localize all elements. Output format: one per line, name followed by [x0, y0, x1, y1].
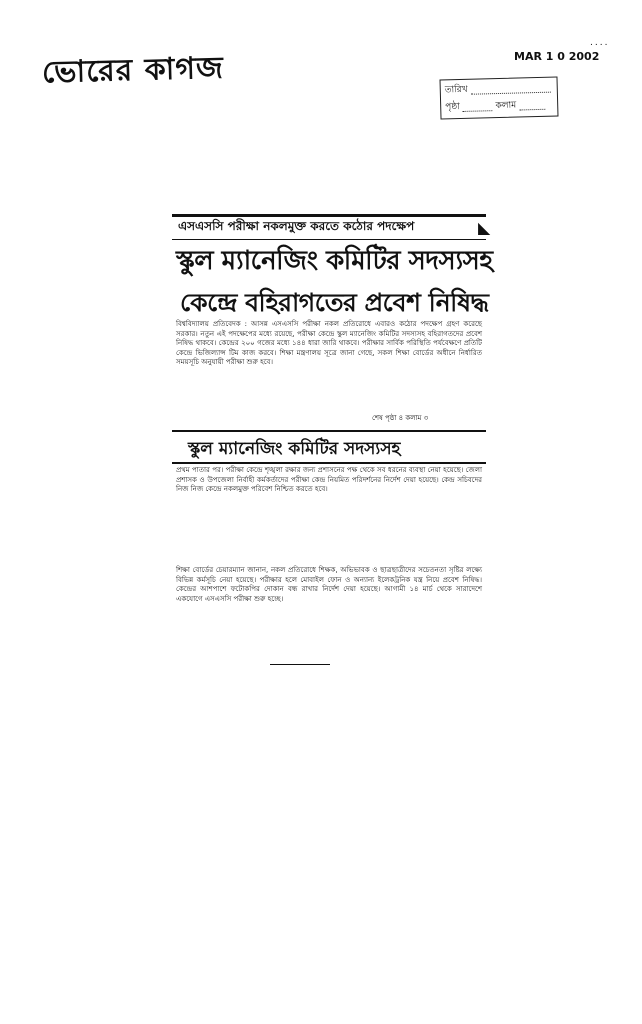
ref-page-label: পৃষ্ঠা	[445, 102, 460, 113]
article-kicker: এসএসসি পরীক্ষা নকলমুক্ত করতে কঠোর পদক্ষেপ	[178, 219, 415, 233]
stamp-dots: ....	[590, 38, 610, 48]
article-headline-line1: স্কুল ম্যানেজিং কমিটির সদস্যসহ	[176, 246, 493, 276]
ref-date-label: তারিখ	[444, 84, 468, 96]
newspaper-masthead: ভোরের কাগজ	[41, 50, 225, 91]
ref-page-row	[445, 97, 553, 117]
reference-box	[439, 76, 558, 119]
end-rule	[270, 664, 330, 665]
date-stamp: MAR 1 0 2002	[514, 50, 600, 63]
article-paragraph-2: প্রথম পাতার পর। পরীক্ষা কেন্দ্রে শৃঙ্খলা রক্ষার জন্য প্রশাসনের পক্ষ থেকে সব ধরনের ব্যবস্থা নেয়া হয়েছে। জেলা প্রশাসক ও উপজেলা নির্বাহী কর্মকর্তাদের পরীক্ষা কেন্দ্র নিয়মিত পরিদর্শনের নির্দেশ দেয়া হয়েছে। কেন্দ্র সচিবদের নিজ নিজ কেন্দ্রে নকলমুক্ত পরিবেশ নিশ্চিত করতে হবে।	[176, 466, 482, 493]
article-headline-line2: কেন্দ্রে বহিরাগতের প্রবেশ নিষিদ্ধ	[180, 288, 489, 317]
article-paragraph-1: বিশ্ববিদ্যালয় প্রতিবেদক : আসন্ন এসএসসি পরীক্ষা নকল প্রতিরোধে এবারও কঠোর পদক্ষেপ গ্রহণ করেছে সরকার। নতুন এই পদক্ষেপের মধ্যে রয়েছে, পরীক্ষা কেন্দ্রে স্কুল ম্যানেজিং কমিটির সদস্যসহ বহিরাগতদের প্রবেশ নিষিদ্ধ থাকবে। কেন্দ্রের ২০০ গজের মধ্যে ১৪৪ ধারা জারি থাকবে। পরীক্ষার সার্বিক পরিস্থিতি পর্যবেক্ষণে প্রতিটি কেন্দ্রে ভিজিল্যান্স টিম কাজ করবে। শিক্ষা মন্ত্রণালয় সূত্রে জানা গেছে, সকল শিক্ষা বোর্ডের অধীনে নির্ধারিত সময়সূচি অনুযায়ী পরীক্ষা শুরু হবে।	[176, 320, 482, 366]
article-paragraph-3: শিক্ষা বোর্ডের চেয়ারম্যান জানান, নকল প্রতিরোধে শিক্ষক, অভিভাবক ও ছাত্রছাত্রীদের সচেতনতা সৃষ্টির লক্ষ্যে বিভিন্ন কর্মসূচি নেয়া হয়েছে। পরীক্ষার হলে মোবাইল ফোন ও অন্যান্য ইলেকট্রনিক যন্ত্র নিয়ে প্রবেশ নিষিদ্ধ। কেন্দ্রের আশপাশে ফটোকপির দোকান বন্ধ রাখার নির্দেশ দেয়া হয়েছে। আগামী ১৪ মার্চ থেকে সারাদেশে একযোগে এসএসসি পরীক্ষা শুরু হচ্ছে।	[176, 566, 482, 603]
continuation-subhead: স্কুল ম্যানেজিং কমিটির সদস্যসহ	[188, 439, 401, 459]
corner-mark: ◣	[478, 218, 491, 237]
ref-column-label: কলাম	[495, 100, 517, 112]
continued-note: শেষ পৃষ্ঠা ৪ কলাম ৩	[372, 414, 429, 422]
